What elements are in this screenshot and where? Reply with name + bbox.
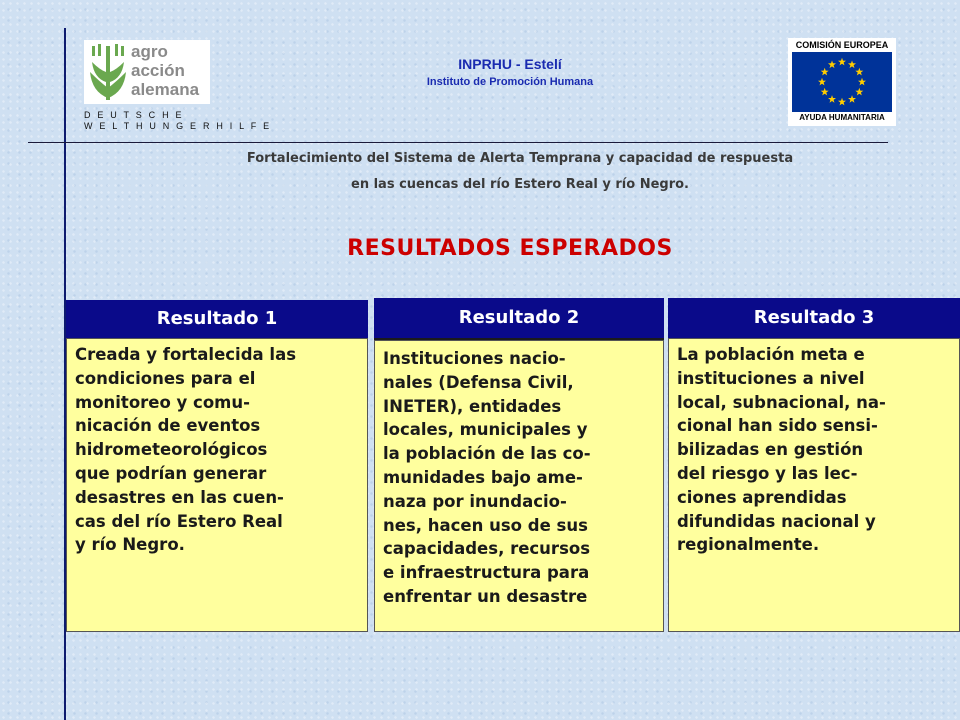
result-2-line: nales (Defensa Civil,: [383, 372, 574, 392]
result-1-line: desastres en las cuen-: [75, 487, 284, 507]
result-3-line: regionalmente.: [677, 535, 820, 555]
result-2-line: naza por inundacio-: [383, 491, 567, 511]
result-1-line: y río Negro.: [75, 535, 185, 555]
eu-flag-icon: [792, 52, 892, 112]
result-3-line: instituciones a nivel: [677, 368, 865, 388]
result-2-line: INETER), entidades: [383, 396, 562, 416]
project-title-line-1: Fortalecimiento del Sistema de Alerta Temprana y capacidad de respuesta: [246, 151, 794, 166]
result-2-line: munidades bajo ame-: [383, 467, 583, 487]
result-2-line: Instituciones nacio-: [383, 349, 566, 368]
result-1-line: nicación de eventos: [75, 416, 261, 436]
eu-logo-top-text: COMISIÓN EUROPEA: [795, 40, 889, 50]
logo-subtitle-line-2: W E L T H U N G E R H I L F E: [84, 121, 272, 131]
result-2-line: enfrentar un desastre: [383, 586, 588, 606]
result-1-box: [66, 338, 368, 632]
result-3-line: local, subnacional, na-: [677, 392, 886, 412]
logo-wordmark: [131, 42, 199, 99]
result-1-line: monitoreo y comu-: [75, 392, 250, 412]
logo-subtitle-line-1: D E U T S C H E: [84, 110, 184, 120]
result-3-line: ciones aprendidas: [677, 487, 847, 507]
european-commission-logo: [788, 38, 896, 126]
result-3-line: La población meta e: [677, 345, 865, 364]
header-divider: [28, 142, 888, 143]
result-2-title: Resultado 2: [458, 307, 580, 328]
result-1-line: hidrometeorológicos: [75, 440, 268, 460]
result-2-line: e infraestructura para: [383, 563, 590, 583]
result-1-header: [66, 300, 368, 338]
result-2-line: capacidades, recursos: [383, 539, 591, 559]
result-3-line: cional han sido sensi-: [677, 416, 878, 436]
result-3-line: del riesgo y las lec-: [677, 463, 858, 483]
result-3-header: [668, 298, 960, 338]
result-1-line: que podrían generar: [75, 463, 267, 483]
logo-word-accion: acción: [131, 61, 185, 80]
result-2-box: [374, 340, 664, 632]
result-2-line: la población de las co-: [383, 444, 591, 464]
result-2-line: nes, hacen uso de sus: [383, 515, 588, 535]
result-3-title: Resultado 3: [753, 307, 875, 328]
main-title: RESULTADOS ESPERADOS: [347, 236, 673, 261]
logo-word-agro: agro: [131, 42, 168, 61]
result-1-title: Resultado 1: [156, 308, 278, 329]
project-title-line-2: en las cuencas del río Estero Real y río Negro.: [351, 177, 689, 192]
eu-logo-bottom-text: AYUDA HUMANITARIA: [799, 113, 885, 122]
result-2-header: [374, 298, 664, 340]
logo-word-alemana: alemana: [131, 80, 200, 99]
result-1-line: Creada y fortalecida las: [75, 345, 297, 364]
organization-subtitle: Instituto de Promoción Humana: [426, 76, 594, 88]
logo-subtitle: [84, 110, 271, 132]
project-title: [120, 146, 920, 198]
result-3-box: [668, 338, 960, 632]
result-1-line: condiciones para el: [75, 368, 256, 388]
result-3-line: bilizadas en gestión: [677, 440, 864, 460]
result-2-line: locales, municipales y: [383, 420, 588, 440]
wheat-logo-icon: [86, 42, 130, 102]
organization-name: INPRHU - Estelí: [458, 56, 562, 72]
result-3-line: difundidas nacional y: [677, 511, 876, 531]
result-1-line: cas del río Estero Real: [75, 511, 283, 531]
agro-accion-alemana-logo: [84, 40, 210, 104]
